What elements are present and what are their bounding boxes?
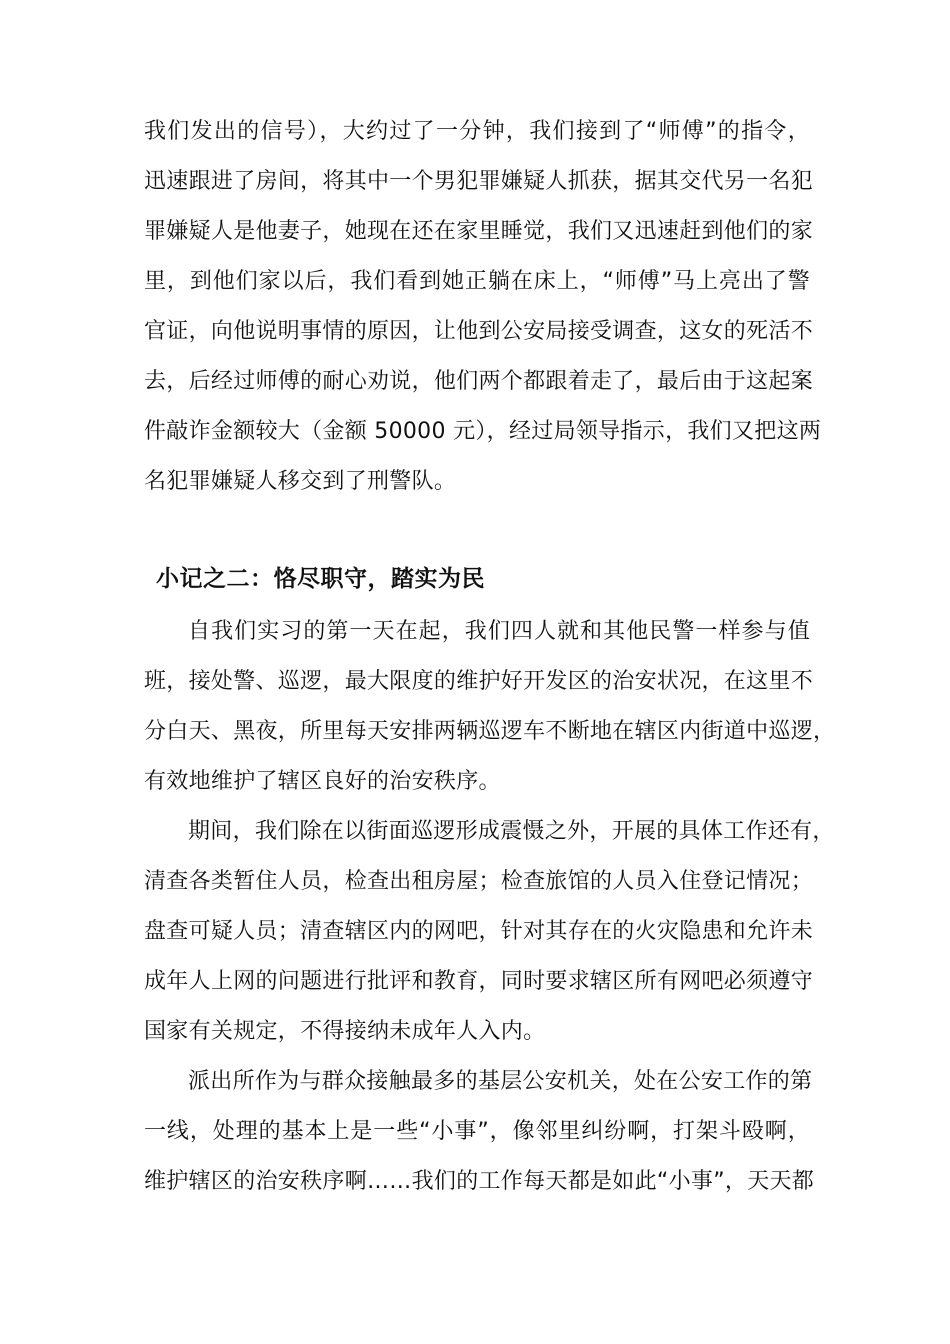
paragraph-line: 期间，我们除在以街面巡逻形成震慑之外，开展的具体工作还有， bbox=[188, 819, 835, 844]
paragraph-line: 班，接处警、巡逻，最大限度的维护好开发区的治安状况，在这里不 bbox=[144, 669, 814, 694]
paragraph-line: 清查各类暂住人员，检查出租房屋；检查旅馆的人员入住登记情况； bbox=[144, 869, 814, 894]
paragraph-line: 维护辖区的治安秩序啊……我们的工作每天都是如此“小事”，天天都 bbox=[144, 1169, 815, 1194]
paragraph-line: 罪嫌疑人是他妻子，她现在还在家里睡觉，我们又迅速赶到他们的家 bbox=[144, 219, 814, 244]
paragraph-line: 分白天、黑夜，所里每天安排两辆巡逻车不断地在辖区内街道中巡逻， bbox=[144, 719, 836, 744]
paragraph-line: 件敲诈金额较大（金额 50000 元），经过局领导指示，我们又把这两 bbox=[144, 419, 822, 444]
paragraph-line: 我们发出的信号），大约过了一分钟，我们接到了“师傅”的指令， bbox=[144, 119, 810, 144]
paragraph-line: 迅速跟进了房间，将其中一个男犯罪嫌疑人抓获，据其交代另一名犯 bbox=[144, 169, 814, 194]
paragraph-line: 派出所作为与群众接触最多的基层公安机关，处在公安工作的第 bbox=[188, 1069, 813, 1094]
paragraph-line: 官证，向他说明事情的原因，让他到公安局接受调查，这女的死活不 bbox=[144, 319, 814, 344]
paragraph-line: 有效地维护了辖区良好的治安秩序。 bbox=[144, 769, 501, 794]
paragraph-line: 自我们实习的第一天在起，我们四人就和其他民警一样参与值 bbox=[188, 619, 810, 644]
section-heading: 小记之二：恪尽职守，踏实为民 bbox=[156, 566, 485, 592]
paragraph-line: 国家有关规定，不得接纳未成年人入内。 bbox=[144, 1019, 546, 1044]
paragraph-line: 成年人上网的问题进行批评和教育，同时要求辖区所有网吧必须遵守 bbox=[144, 969, 814, 994]
paragraph-line: 名犯罪嫌疑人移交到了刑警队。 bbox=[144, 469, 457, 494]
paragraph-line: 盘查可疑人员；清查辖区内的网吧，针对其存在的火灾隐患和允许未 bbox=[144, 919, 814, 944]
paragraph-line: 里，到他们家以后，我们看到她正躺在床上，“师傅”马上亮出了警 bbox=[144, 269, 810, 294]
paragraph-line: 去，后经过师傅的耐心劝说，他们两个都跟着走了，最后由于这起案 bbox=[144, 369, 814, 394]
paragraph-line: 一线，处理的基本上是一些“小事”，像邻里纠纷啊，打架斗殴啊， bbox=[144, 1119, 810, 1144]
